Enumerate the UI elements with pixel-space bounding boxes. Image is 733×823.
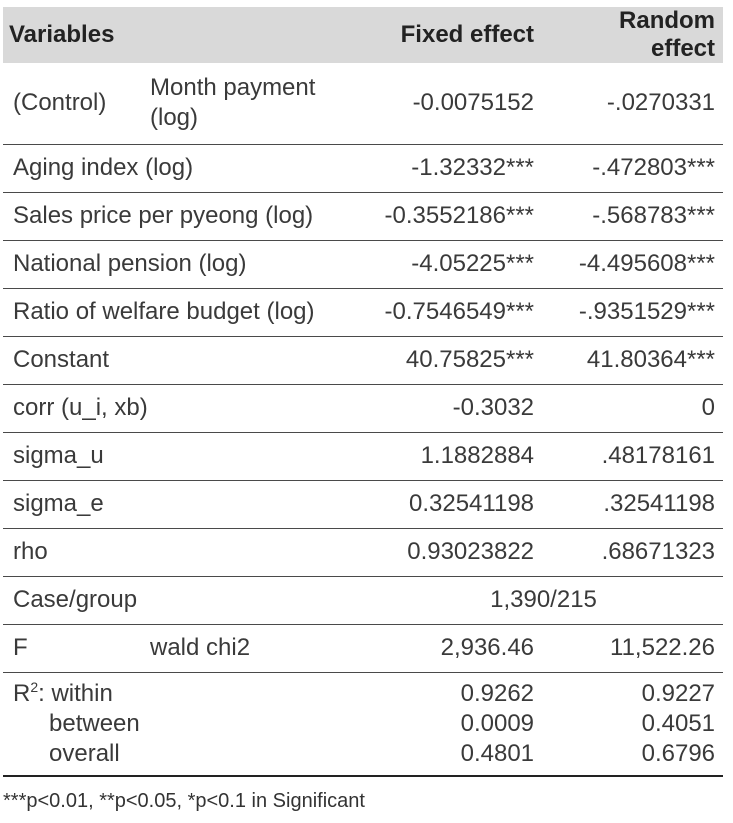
regression-table [3, 7, 723, 777]
f-stat-row [3, 624, 723, 672]
row-label: corr (u_i, xb) [3, 384, 364, 432]
fixed-value: 1.1882884 [364, 432, 542, 480]
fixed-value: 40.75825*** [364, 336, 542, 384]
random-value: 41.80364*** [542, 336, 723, 384]
r2-random-within: 0.9227 [641, 679, 716, 707]
table-row [3, 480, 723, 528]
table-row [3, 63, 723, 144]
wald-chi2-label: wald chi2 [150, 624, 364, 672]
table-row [3, 384, 723, 432]
case-group-label: Case/group [3, 576, 364, 624]
row-sublabel: Month payment (log) [150, 63, 364, 144]
r2-fixed-within: 0.9262 [460, 679, 535, 707]
table-row [3, 336, 723, 384]
fixed-value: 0.32541198 [364, 480, 542, 528]
r2-within-label: $R^2$: within [13, 678, 113, 707]
r2-fixed-values [364, 672, 542, 776]
header-variables: Variables [9, 21, 115, 48]
f-label: F [3, 624, 150, 672]
table-row [3, 144, 723, 192]
case-group-value: 1,390/215 [364, 576, 723, 624]
row-label: Ratio of welfare budget (log) [3, 288, 364, 336]
table-row [3, 240, 723, 288]
case-group-row [3, 576, 723, 624]
fixed-value: -0.3032 [364, 384, 542, 432]
random-value: 0 [542, 384, 723, 432]
random-value: -.0270331 [542, 63, 723, 144]
r2-overall-label: overall [49, 739, 120, 767]
r-squared-labels [3, 672, 364, 776]
r2-random-values [542, 672, 723, 776]
random-value: .68671323 [542, 528, 723, 576]
table-row [3, 288, 723, 336]
random-value: .32541198 [542, 480, 723, 528]
random-value: -.472803*** [542, 144, 723, 192]
significance-note: ***p<0.01, **p<0.05, *p<0.1 in Significant [3, 790, 365, 812]
row-label: Sales price per pyeong (log) [3, 192, 364, 240]
fixed-value: 2,936.46 [364, 624, 542, 672]
r2-random-between: 0.4051 [641, 709, 716, 737]
random-value: .48178161 [542, 432, 723, 480]
random-value: -.568783*** [542, 192, 723, 240]
random-value: 11,522.26 [542, 624, 723, 672]
table-header-row [3, 7, 723, 63]
fixed-value: -0.3552186*** [364, 192, 542, 240]
random-value: -.9351529*** [542, 288, 723, 336]
header-fixed-effect: Fixed effect [400, 21, 535, 48]
r2-between-label: between [49, 709, 140, 737]
fixed-value: -1.32332*** [364, 144, 542, 192]
row-label: sigma_e [3, 480, 364, 528]
fixed-value: 0.93023822 [364, 528, 542, 576]
fixed-value: -0.0075152 [364, 63, 542, 144]
row-label: Constant [3, 336, 364, 384]
r2-fixed-overall: 0.4801 [460, 739, 535, 767]
row-label: (Control) [3, 63, 150, 144]
row-label: Aging index (log) [3, 144, 364, 192]
row-label: National pension (log) [3, 240, 364, 288]
header-random-effect: Random effect [619, 7, 716, 62]
table-row [3, 528, 723, 576]
random-value: -4.495608*** [542, 240, 723, 288]
r2-fixed-between: 0.0009 [460, 709, 535, 737]
table-row [3, 432, 723, 480]
fixed-value: -4.05225*** [364, 240, 542, 288]
r-squared-row [3, 672, 723, 776]
r2-random-overall: 0.6796 [641, 739, 716, 767]
fixed-value: -0.7546549*** [364, 288, 542, 336]
row-label: rho [3, 528, 364, 576]
row-label: sigma_u [3, 432, 364, 480]
table-row [3, 192, 723, 240]
